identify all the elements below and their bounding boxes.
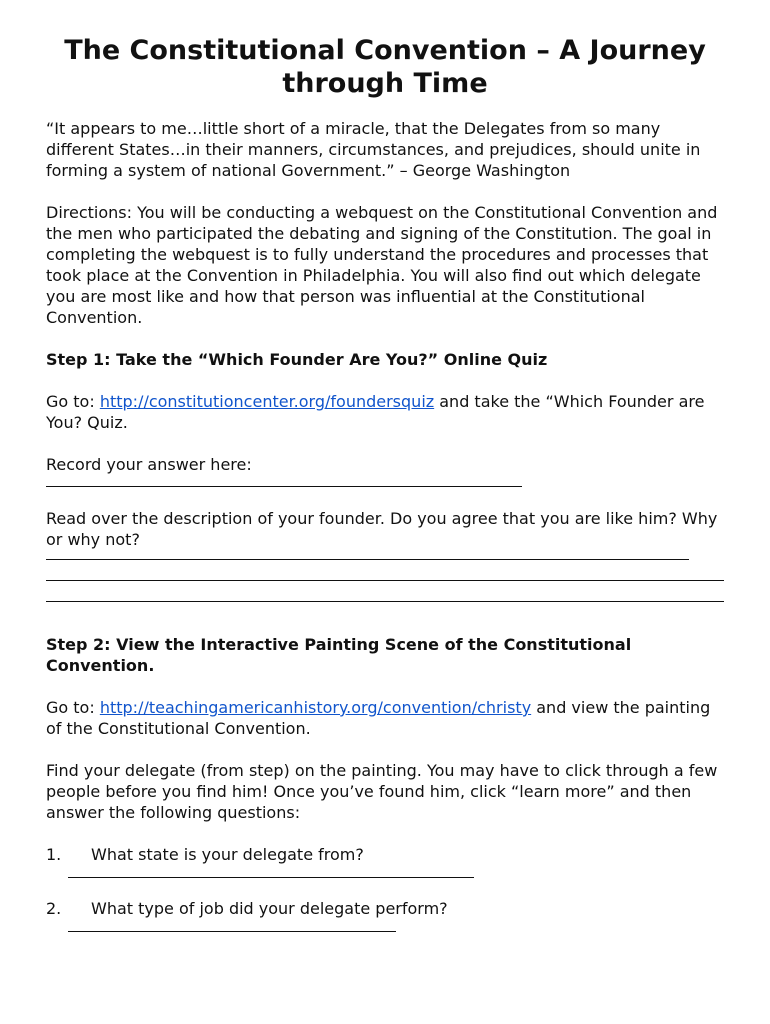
step2-goto	[46, 697, 724, 739]
response-line-1[interactable]	[46, 559, 689, 560]
question-list	[46, 844, 724, 932]
step2-heading: Step 2: View the Interactive Painting Scene of the Constitutional Convention.	[46, 635, 632, 675]
founder-description-prompt: Read over the description of your founder. Do you agree that you are like him? Why or why not?	[46, 509, 718, 549]
response-line-3[interactable]	[46, 601, 724, 602]
question-number: 2.	[46, 899, 62, 918]
question-1-answer-line[interactable]	[68, 877, 474, 878]
question-2-answer-line[interactable]	[68, 931, 396, 932]
washington-quote: “It appears to me…little short of a miracle, that the Delegates from so many different States…in their manners, circumstances, and prejudices, should unite in forming a system of national Government.” – George Washington	[46, 119, 701, 180]
record-answer-line[interactable]	[46, 486, 522, 487]
question-text: What state is your delegate from?	[91, 845, 364, 864]
step1-heading: Step 1: Take the “Which Founder Are You?” Online Quiz	[46, 350, 548, 369]
founders-quiz-link[interactable]: http://constitutioncenter.org/foundersquiz	[99, 392, 435, 411]
question-item	[46, 898, 724, 932]
question-text: What type of job did your delegate perform?	[91, 899, 448, 918]
step1-goto	[46, 391, 724, 433]
response-line-2[interactable]	[46, 580, 724, 581]
step2-goto-prefix: Go to:	[46, 698, 100, 717]
page-title: The Constitutional Convention – A Journey through Time	[64, 35, 706, 99]
record-answer-label: Record your answer here:	[46, 455, 252, 474]
directions-text: Directions: You will be conducting a webquest on the Constitutional Convention and the men who participated the debating and signing of the Constitution. The goal in completing the webquest is to fully understand the procedures and processes that took place at the Convention in Philadelphia. You will also find out which delegate you are most like and how that person was influential at the Constitutional Convention.	[46, 203, 718, 327]
step1-goto-prefix: Go to:	[46, 392, 100, 411]
painting-link[interactable]: http://teachingamericanhistory.org/convention/christy	[99, 698, 532, 717]
question-number: 1.	[46, 845, 62, 864]
find-delegate-text: Find your delegate (from step) on the painting. You may have to click through a few people before you find him! Once you’ve found him, click “learn more” and then answer the following questions:	[46, 761, 718, 822]
step1-goto-suffix: and take the “Which Founder are You? Quiz.	[46, 392, 705, 432]
question-item	[46, 844, 724, 878]
step2-goto-suffix: and view the painting of the Constitutional Convention.	[46, 698, 711, 738]
